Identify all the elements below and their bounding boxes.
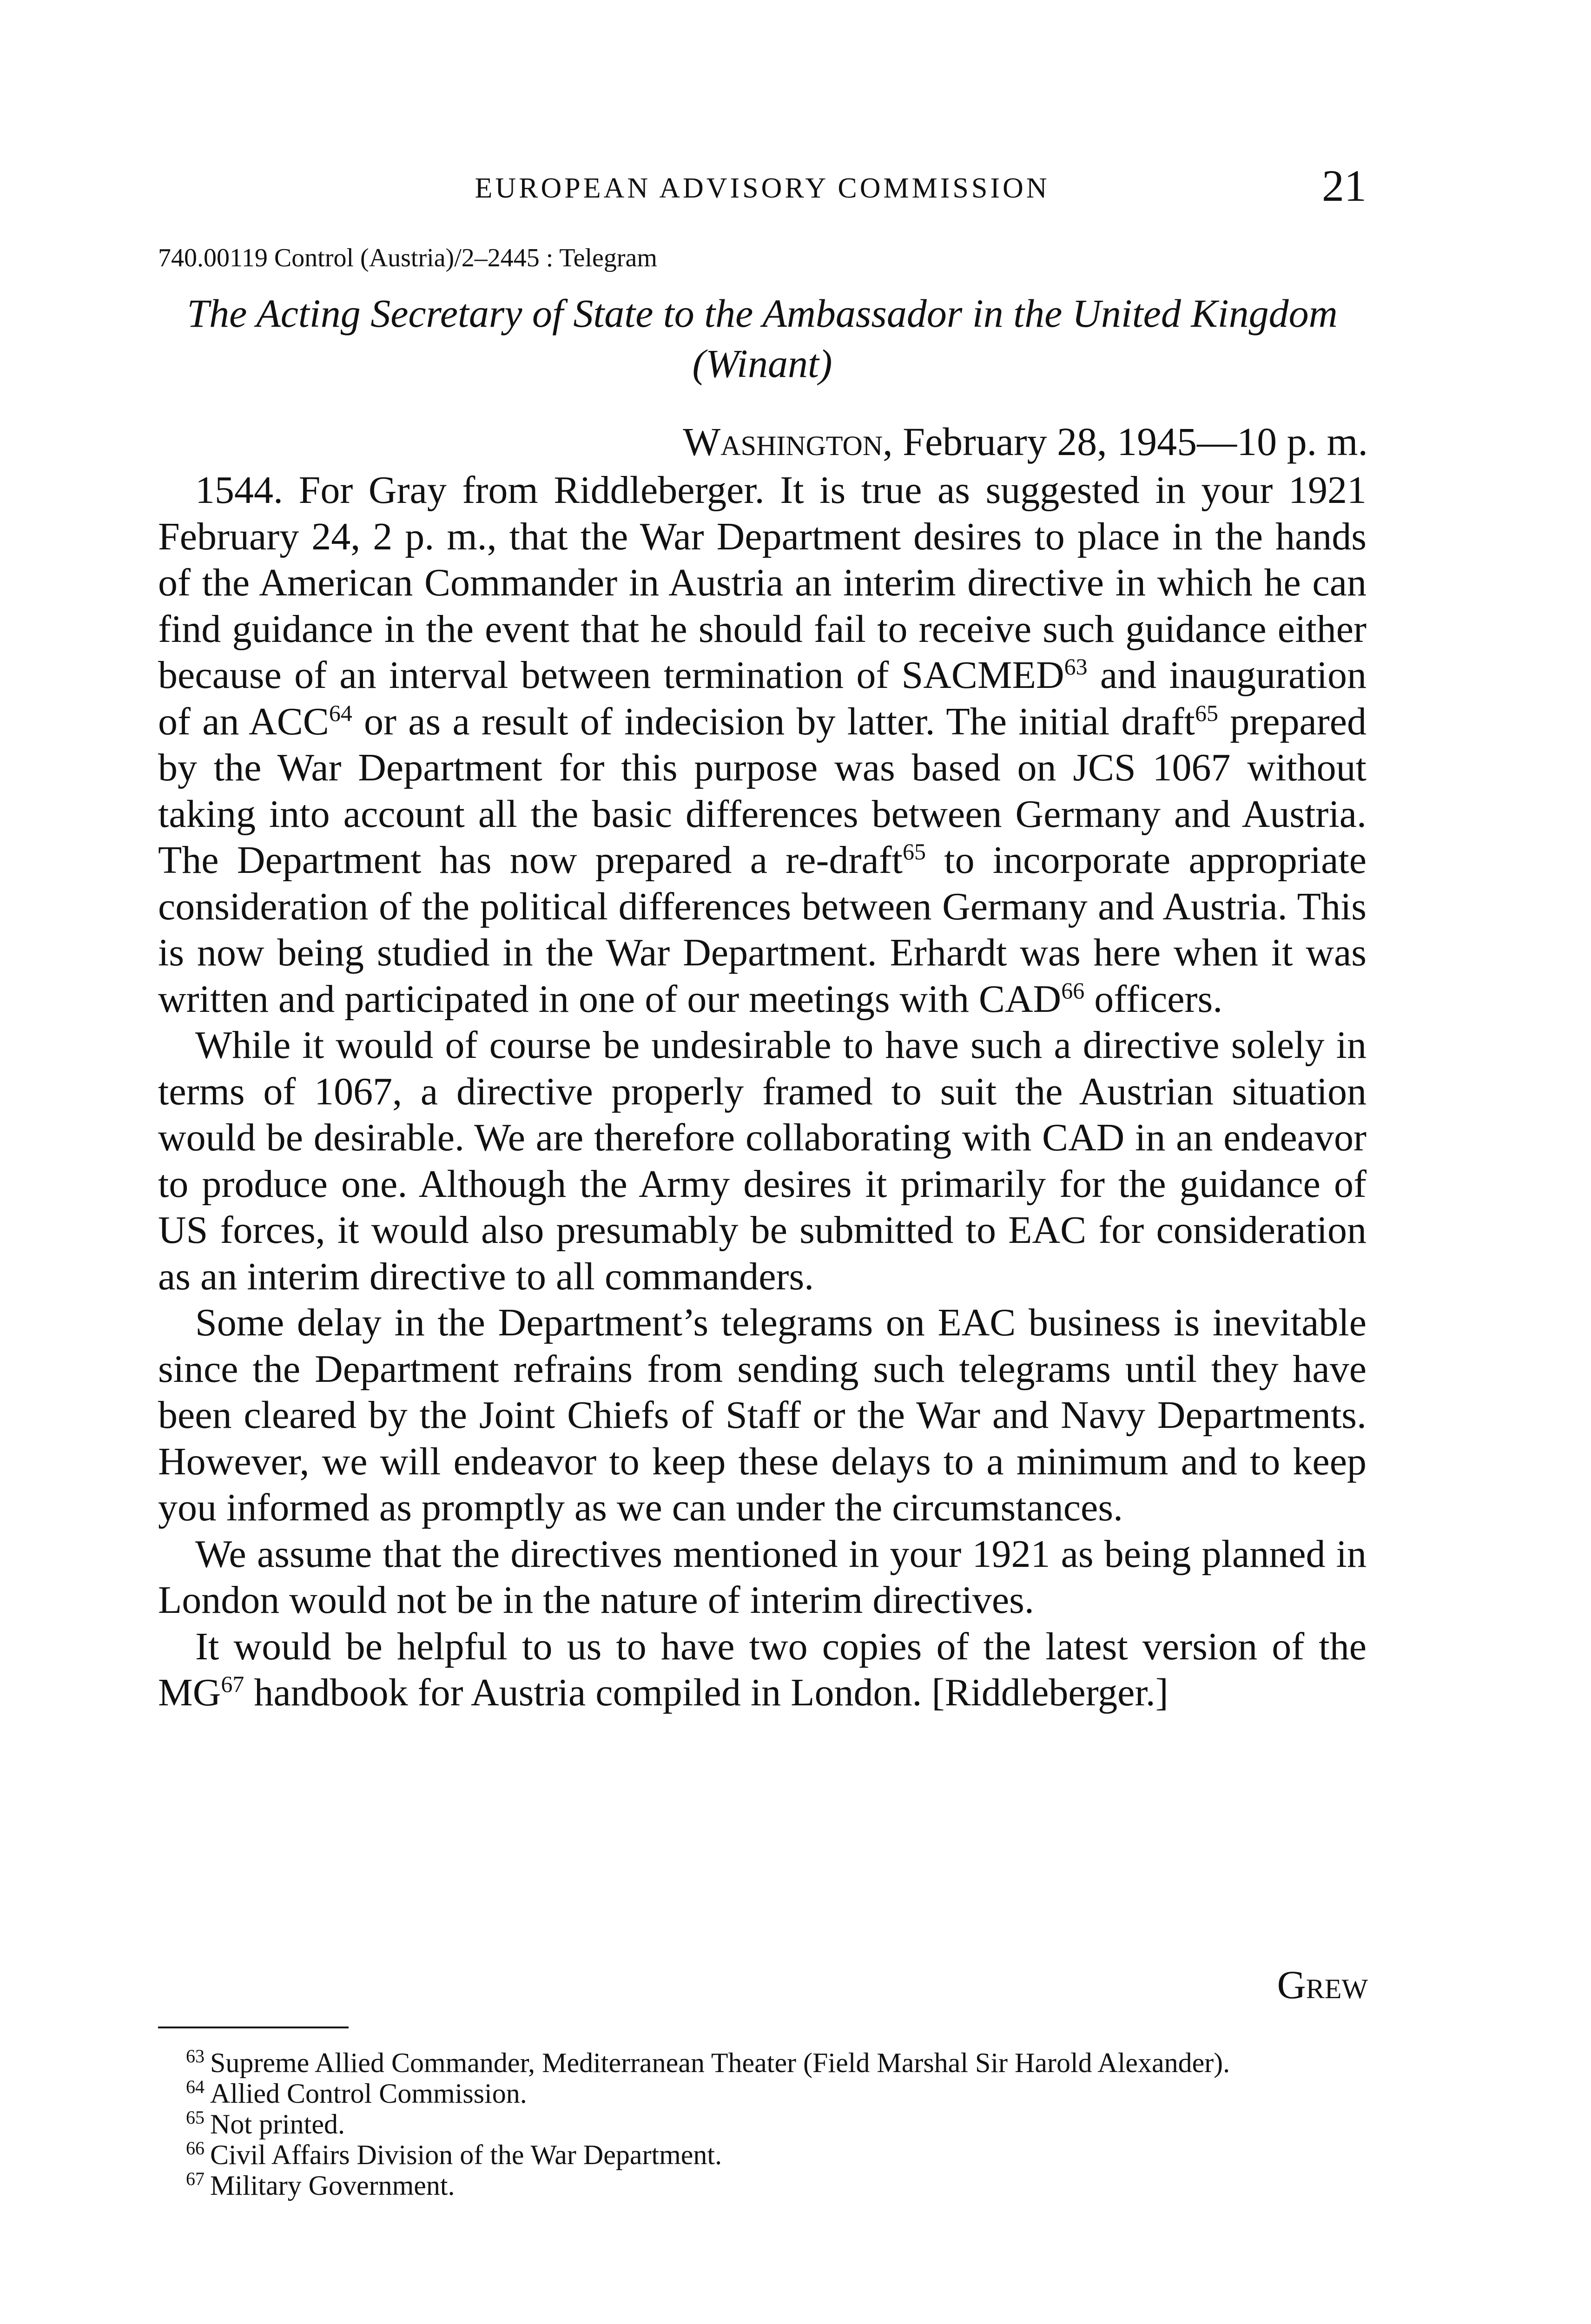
footnote-text: Military Government. [210,2170,455,2201]
footnote-text: Civil Affairs Division of the War Department. [210,2139,722,2170]
footnote-divider [158,2027,349,2028]
running-head: EUROPEAN ADVISORY COMMISSION [475,172,1050,204]
paragraph-4: We assume that the directives mentioned in your 1921 as being planned in London would not be in the nature of interim directives. [158,1532,1367,1622]
paragraph-1 [158,467,1367,1022]
page-header [158,161,1367,211]
footnote-text: Allied Control Commission. [210,2078,527,2109]
paragraph-1-text-d: prepared by the War Department for this purpose was based on JCS 1067 without taking into account all the basic differences between Germany and Austria. The Department has now prepared a re-draft [158,700,1367,882]
dateline-date: , February 28, 1945—10 p. m. [883,419,1368,464]
footnote-mark: 67 [186,2168,205,2189]
dateline-place: Washington [683,419,883,464]
footnote-ref-64: 64 [329,700,352,726]
paragraph-5 [158,1624,1367,1716]
paragraph-1-text-a: 1544. For Gray from Riddleberger. It is true as suggested in your 1921 February 24, 2 p. m., that the War Department desires to place in the hands of the American Commander in Austria an interim directive in which he can find guidance in the event that he should fail to receive such guidance either because of an interval between termination of SACMED [158,469,1367,697]
paragraph-2: While it would of course be undesirable to have such a directive solely in terms of 1067, a directive properly framed to suit the Austrian situation would be desirable. We are therefore collaborating with CAD in an endeavor to produce one. Although the Army desires it primarily for the guidance of US forces, it would also presumably be submitted to EAC for consideration as an interim directive to all commanders. [158,1023,1367,1298]
footnote-mark: 63 [186,2046,205,2067]
footnote-64 [158,2078,1367,2109]
footnote-ref-65: 65 [1195,700,1218,726]
paragraph-1-text-f: officers. [1084,977,1223,1021]
footnote-mark: 66 [186,2138,205,2159]
document-title: The Acting Secretary of State to the Ambassador in the United Kingdom (Winant) [187,291,1338,386]
footnote-67 [158,2170,1367,2201]
footnote-text: Not printed. [210,2109,345,2139]
footnotes [158,2047,1367,2201]
paragraph-5-text-a: It would be helpful to us to have two copies of the latest version of the MG [158,1624,1367,1714]
footnote-ref-63: 63 [1064,654,1088,680]
footnote-text: Supreme Allied Commander, Mediterranean Theater (Field Marshal Sir Harold Alexander). [210,2047,1230,2078]
footnote-66 [158,2139,1367,2170]
footnote-ref-66: 66 [1061,977,1085,1004]
paragraph-1-text-e: to incorporate appropriate consideration of the political differences between Germany and Austria. This is now being studied in the War Department. Erhardt was here when it was written and participated in one of our meetings with CAD [158,838,1367,1021]
paragraph-1-text-b: and inauguration of an ACC [158,654,1367,743]
footnote-65 [158,2109,1367,2139]
file-reference: 740.00119 Control (Austria)/2–2445 : Telegram [158,244,657,272]
footnote-63 [158,2047,1367,2078]
paragraph-5-text-b: handbook for Austria compiled in London. [Riddleberger.] [244,1671,1168,1714]
footnote-ref-65b: 65 [903,838,926,865]
dateline [683,418,1368,465]
footnote-mark: 65 [186,2107,205,2128]
footnote-ref-67: 67 [221,1671,244,1697]
page-number: 21 [1322,161,1367,211]
paragraph-3: Some delay in the Department’s telegrams on EAC business is inevitable since the Department refrains from sending such telegrams until they have been cleared by the Joint Chiefs of Staff or the War and Navy Departments. However, we will endeavor to keep these delays to a minimum and to keep you informed as promptly as we can under the circumstances. [158,1301,1367,1529]
footnote-mark: 64 [186,2076,205,2097]
signature: Grew [1277,1962,1368,2007]
paragraph-1-text-c: or as a result of indecision by latter. The initial draft [352,700,1195,743]
telegram-body [158,467,1367,1716]
